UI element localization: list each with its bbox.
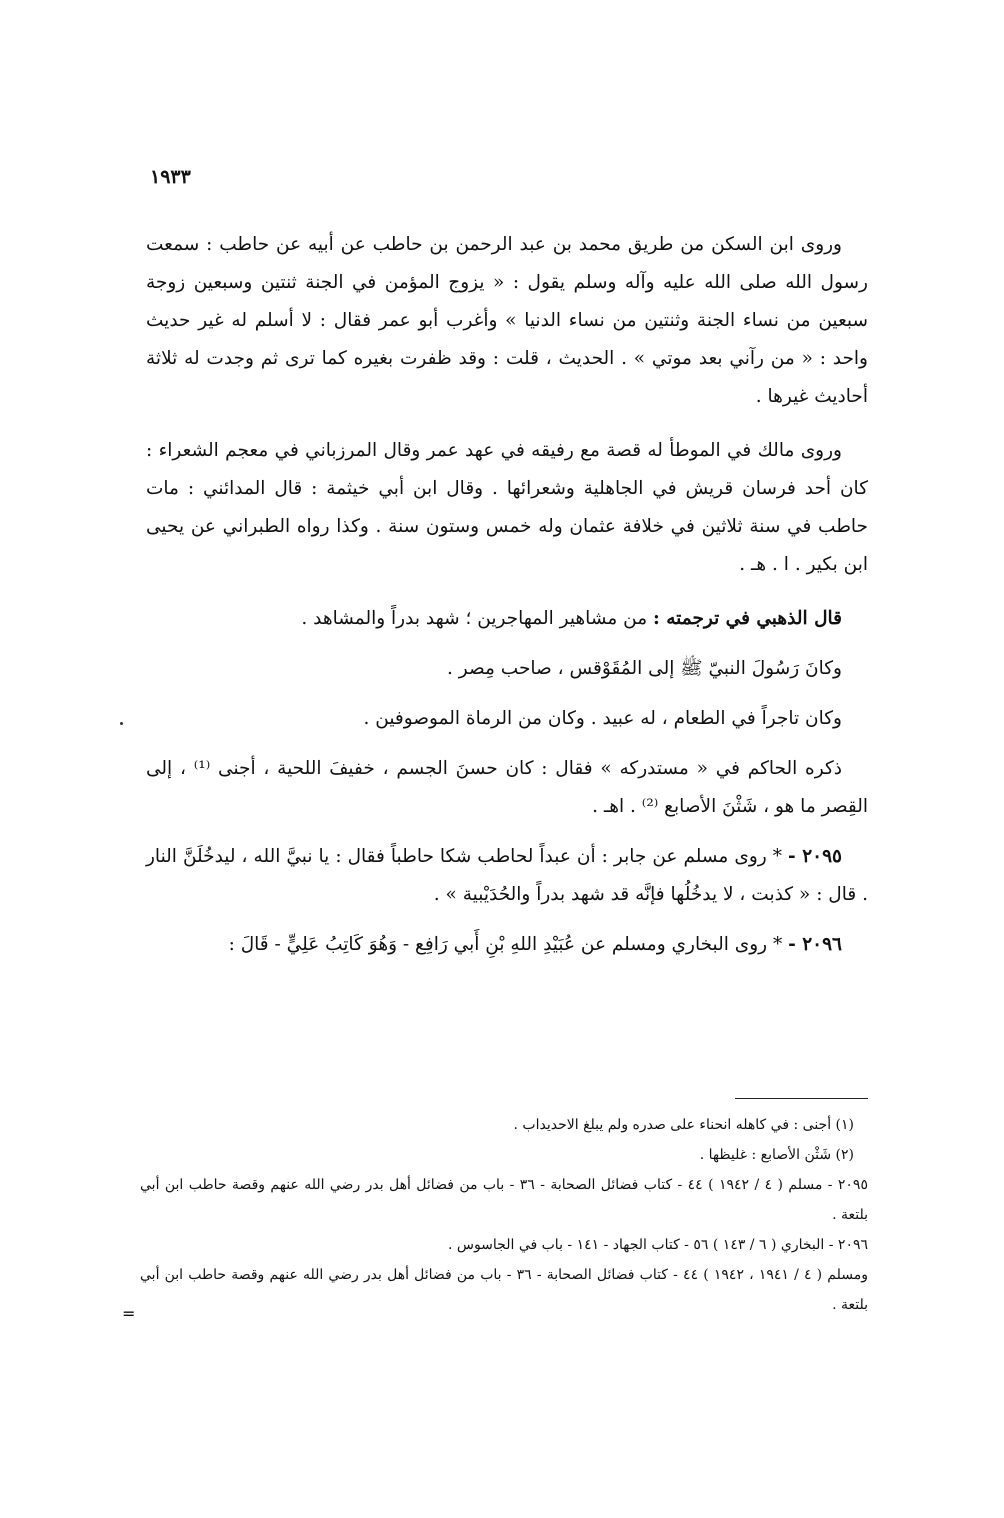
page-number: ١٩٣٣ [150, 166, 191, 188]
footnote: (١) أجنى : في كاهله انحناء على صدره ولم يبلغ الاحديداب . [513, 1117, 854, 1133]
paragraph: وروى ابن السكن من طريق محمد بن عبد الرحمن بن حاطب عن أبيه عن حاطب : سمعت رسول الله صلى الله عليه وآله وسلم يقول : « يزوج المؤمن في الجنة ثنتين وسبعين زوجة سبعين من نساء الجنة وثنتين من نساء الدنيا » وأغرب أبو عمر فقال : لا أسلم له غير حديث واحد : « من رآني بعد موتي » . الحديث ، قلت : وقد ظفرت بغيره كما ترى ثم وجدت له ثلاثة أحاديث غيرها . [146, 234, 868, 407]
margin-dot [120, 722, 123, 725]
paragraph: وروى مالك في الموطأ له قصة مع رفيقه في عهد عمر وقال المرزباني في معجم الشعراء : كان أحد فرسان قريش في الجاهلية وشعرائها . وقال ابن أبي خيثمة : قال المدائني : مات حاطب في سنة ثلاثين في خلافة عثمان وله خمس وستون سنة . وكذا رواه الطبراني عن يحيى ابن بكير . ا . هـ . [146, 440, 868, 575]
footnotes [140, 1110, 868, 1320]
main-text [146, 226, 868, 976]
hadith-text: * روى البخاري ومسلم عن عُبَيْدِ اللهِ بْنِ أَبي رَافِع - وَهُوَ كَاتِبُ عَلِيٍّ - قَالَ : [228, 934, 789, 955]
paragraph: وكان تاجراً في الطعام ، له عبيد . وكان من الرماة الموصوفين . [363, 708, 842, 729]
hadith-number: ٢٠٩٦ - [788, 934, 842, 955]
continuation-mark: = [122, 1304, 136, 1323]
footnote: ومسلم ( ٤ / ١٩٤١ ، ١٩٤٢ ) ٤٤ - كتاب فضائل الصحابة - ٣٦ - باب من فضائل أهل بدر رضي الله عنهم وقصة حاطب ابن أبي بلتعة . [140, 1267, 868, 1313]
paragraph-lead: قال الذهبي في ترجمته : [652, 608, 842, 629]
hadith-entry [146, 926, 868, 964]
hadith-text: * روى مسلم عن جابر : أن عبداً لحاطب شكا حاطباً فقال : يا نبيَّ الله ، ليدخُلَنَّ النار . قال : « كذبت ، لا يدخُلُها فإنَّه قد شهد بدراً والحُدَيْبية » . [146, 846, 868, 905]
paragraph-text: من مشاهير المهاجرين ؛ شهد بدراً والمشاهد . [301, 608, 653, 629]
hadith-number: ٢٠٩٥ - [787, 846, 842, 867]
hadith-entry [146, 838, 868, 914]
footnote: (٢) شَثْن الأصابع : غليظها . [699, 1147, 854, 1163]
paragraph [146, 600, 868, 638]
footnote: ٢٠٩٥ - مسلم ( ٤ / ١٩٤٢ ) ٤٤ - كتاب فضائل الصحابة - ٣٦ - باب من فضائل أهل بدر رضي الله عنهم وقصة حاطب ابن أبي بلتعة . [140, 1177, 868, 1223]
footnote: ٢٠٩٦ - البخاري ( ٦ / ١٤٣ ) ٥٦ - كتاب الجهاد - ١٤١ - باب في الجاسوس . [447, 1237, 868, 1253]
paragraph: ذكره الحاكم في « مستدركه » فقال : كان حسنَ الجسم ، خفيفَ اللحية ، أجنى ⁽¹⁾ ، إلى القِصر ما هو ، شَثْنَ الأصابع ⁽²⁾ . اهـ . [146, 758, 868, 817]
paragraph: وكانَ رَسُولَ النبيّ ﷺ إلى المُقَوْقس ، صاحب مِصر . [446, 658, 842, 679]
footnote-divider [735, 1098, 868, 1099]
